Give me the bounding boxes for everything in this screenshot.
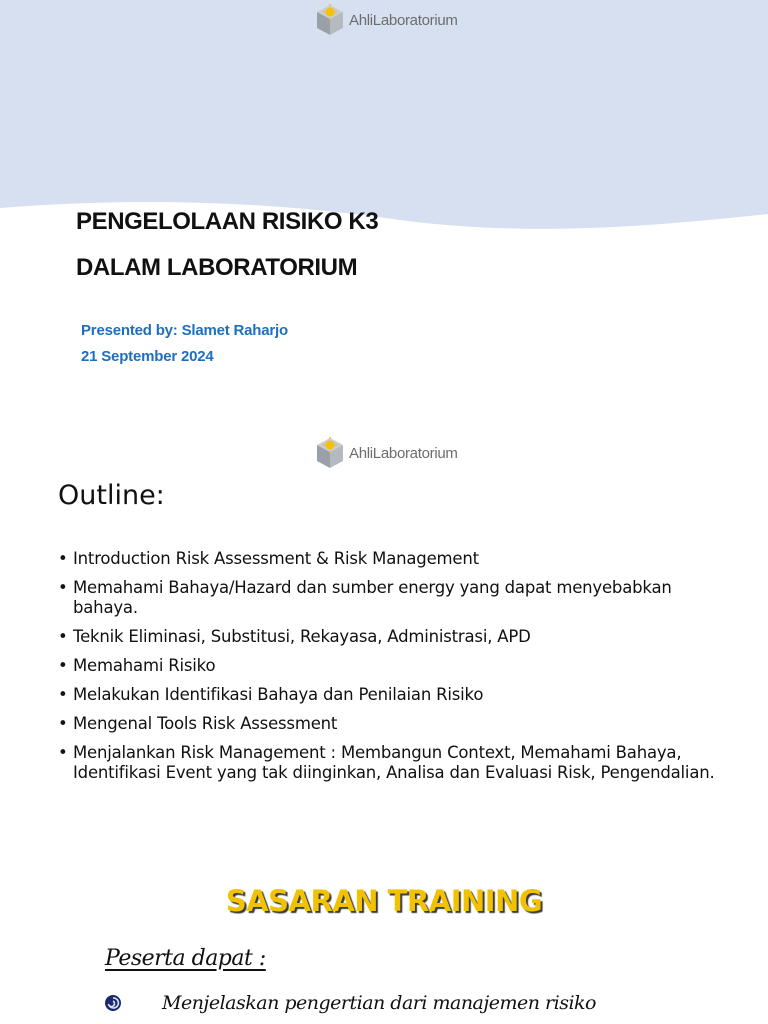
list-item xyxy=(58,549,718,569)
brand-logo xyxy=(315,3,458,37)
list-item xyxy=(104,992,596,1014)
list-item xyxy=(58,656,718,676)
presentation-title-line-2: DALAM LABORATORIUM xyxy=(76,254,358,281)
training-goals-slide xyxy=(0,860,768,1024)
bullet-icon: • xyxy=(58,656,68,675)
outline-list xyxy=(58,549,718,792)
list-item-text: Memahami Risiko xyxy=(73,656,216,675)
brand-logo xyxy=(315,436,458,470)
goal-text: Menjelaskan pengertian dari manajemen risiko xyxy=(162,992,596,1014)
list-item-text: Teknik Eliminasi, Substitusi, Rekayasa, Administrasi, APD xyxy=(73,627,531,646)
presentation-date: 21 September 2024 xyxy=(81,348,214,365)
list-item-text: Introduction Risk Assessment & Risk Management xyxy=(73,549,479,568)
presentation-title-line-1: PENGELOLAAN RISIKO K3 xyxy=(76,208,379,235)
bullet-icon: • xyxy=(58,743,68,762)
title-slide xyxy=(0,0,768,420)
participants-subheading: Peserta dapat : xyxy=(105,946,266,971)
cube-logo-icon xyxy=(315,3,345,37)
training-goals-heading: SASARAN TRAINING xyxy=(225,884,543,918)
list-item xyxy=(58,743,718,783)
list-item-text: Mengenal Tools Risk Assessment xyxy=(73,714,338,733)
outline-heading: Outline: xyxy=(58,480,165,511)
bullet-icon: • xyxy=(58,714,68,733)
list-item-text: Memahami Bahaya/Hazard dan sumber energy yang dapat menyebabkan bahaya. xyxy=(73,578,672,617)
bullet-icon: • xyxy=(58,627,68,646)
bullet-icon: • xyxy=(58,549,68,568)
logo-text: AhliLaboratorium xyxy=(349,11,458,29)
bullet-icon: • xyxy=(58,685,68,704)
swirl-bullet-icon xyxy=(104,994,122,1012)
list-item xyxy=(58,627,718,647)
list-item xyxy=(58,685,718,705)
logo-text: AhliLaboratorium xyxy=(349,444,458,462)
list-item xyxy=(58,578,718,618)
list-item xyxy=(58,714,718,734)
bullet-icon: • xyxy=(58,578,68,597)
cube-logo-icon xyxy=(315,436,345,470)
outline-slide xyxy=(0,420,768,860)
presenter-name: Presented by: Slamet Raharjo xyxy=(81,322,288,339)
list-item-text: Melakukan Identifikasi Bahaya dan Penilaian Risiko xyxy=(73,685,484,704)
list-item-text: Menjalankan Risk Management : Membangun Context, Memahami Bahaya, Identifikasi Event yang tak diinginkan, Analisa dan Evaluasi Risk, Pengendalian. xyxy=(73,743,715,782)
